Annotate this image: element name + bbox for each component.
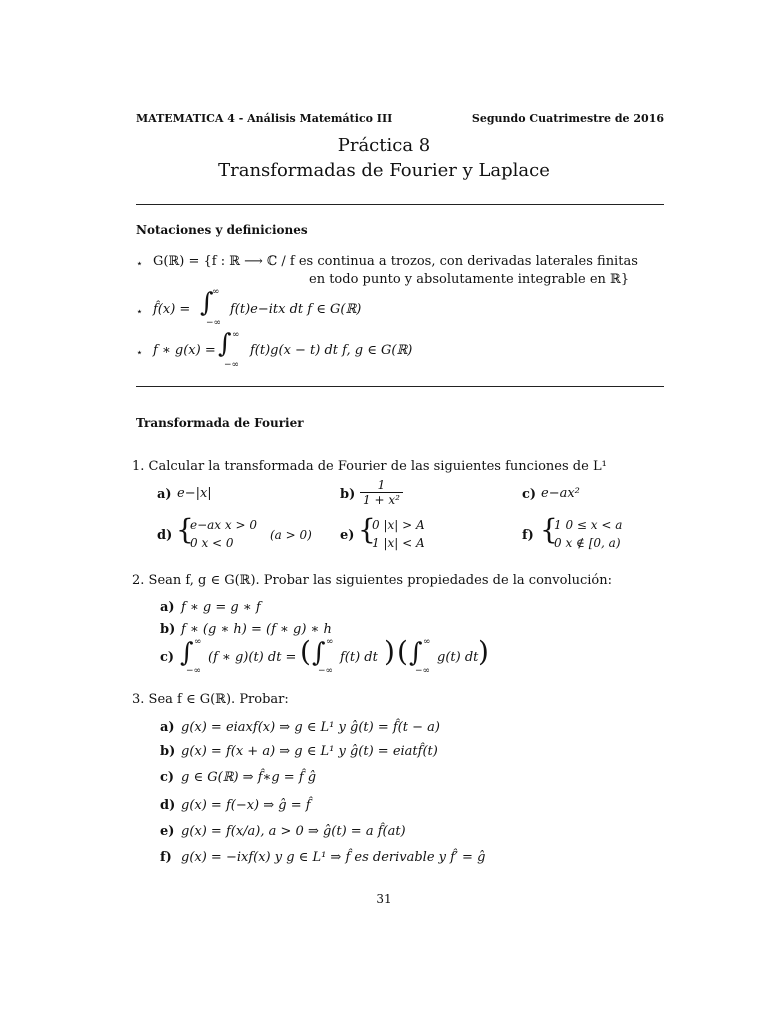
- ex2-c-factor1: f(t) dt: [340, 650, 378, 665]
- practice-subtitle: Transformadas de Fourier y Laplace: [218, 160, 550, 181]
- int-lower-limit: −∞: [318, 666, 334, 676]
- int-upper-limit: ∞: [326, 637, 334, 647]
- item-label: f): [522, 528, 534, 543]
- int-upper-limit: ∞: [194, 637, 202, 647]
- item-label: b): [160, 622, 176, 637]
- left-brace: {: [540, 513, 558, 546]
- exercise-3-statement: 3. Sea f ∈ G(ℝ). Probar:: [132, 692, 289, 707]
- rule-bottom: [136, 386, 664, 387]
- exercise-2-statement: 2. Sean f, g ∈ G(ℝ). Probar las siguientes propiedades de la convolución:: [132, 573, 613, 588]
- item-label: c): [160, 650, 175, 665]
- item-label: a): [157, 487, 172, 502]
- left-brace: {: [358, 513, 376, 546]
- ex2-c-factor2: g(t) dt: [437, 650, 479, 665]
- def-conv-lhs: f ∗ g(x) =: [153, 343, 216, 358]
- right-paren: ): [384, 635, 395, 668]
- item-label: b): [340, 487, 356, 502]
- def-G-line2: en todo punto y absolutamente integrable en ℝ}: [309, 272, 630, 287]
- def-fourier-body: f(t)e−itx dt f ∈ G(ℝ): [230, 302, 362, 317]
- left-paren: (: [397, 635, 408, 668]
- item-label: a): [160, 600, 175, 615]
- rule-top: [136, 204, 664, 205]
- def-conv-body: f(t)g(x − t) dt f, g ∈ G(ℝ): [250, 343, 413, 358]
- item-label: b): [160, 744, 176, 759]
- int-lower-limit: −∞: [186, 666, 202, 676]
- page-number: 31: [376, 892, 392, 906]
- integral-sign: ∫: [409, 638, 423, 668]
- ex1-e-row1: 0 |x| > A: [372, 518, 425, 532]
- ex1-a-expr: e−|x|: [177, 486, 212, 501]
- term-header: Segundo Cuatrimestre de 2016: [471, 112, 664, 125]
- integral-sign: ∫: [312, 638, 326, 668]
- notations-heading: Notaciones y definiciones: [136, 223, 308, 237]
- def-G-line1: G(ℝ) = {f : ℝ ⟶ ℂ / f es continua a trozos, con derivadas laterales finitas: [153, 254, 638, 269]
- int-lower-limit: −∞: [224, 360, 240, 370]
- ex2-b-expr: f ∗ (g ∗ h) = (f ∗ g) ∗ h: [181, 622, 332, 637]
- item-label: a): [160, 720, 175, 735]
- int-upper-limit: ∞: [232, 330, 240, 340]
- integral-sign: ∫: [200, 288, 214, 318]
- fraction-numerator: 1: [360, 478, 403, 493]
- ex3-b-expr: g(x) = f(x + a) ⇒ g ∈ L¹ y ĝ(t) = eiatf̂(t): [181, 744, 438, 759]
- ex1-d-condition: (a > 0): [270, 528, 312, 542]
- ex3-d-expr: g(x) = f(−x) ⇒ ĝ = f̂: [181, 798, 311, 813]
- integral-sign: ∫: [180, 638, 194, 668]
- item-label: e): [340, 528, 355, 543]
- ex3-c-expr: g ∈ G(ℝ) ⇒ f̂∗g = f̂ ĝ: [181, 770, 317, 785]
- ex2-c-lhs: (f ∗ g)(t) dt =: [208, 650, 297, 665]
- ex1-e-row2: 1 |x| < A: [372, 536, 425, 550]
- exercise-1-statement: 1. Calcular la transformada de Fourier de las siguientes funciones de L¹: [132, 459, 607, 474]
- item-label: d): [157, 528, 173, 543]
- left-brace: {: [176, 513, 194, 546]
- practice-title: Práctica 8: [337, 135, 431, 156]
- integral-sign: ∫: [218, 329, 232, 359]
- item-label: c): [160, 770, 175, 785]
- ex1-f-row2: 0 x ∉ [0, a): [554, 536, 621, 550]
- bullet-star: ⋆: [136, 305, 143, 318]
- item-label: e): [160, 824, 175, 839]
- int-lower-limit: −∞: [415, 666, 431, 676]
- left-paren: (: [300, 635, 311, 668]
- ex3-e-expr: g(x) = f(x/a), a > 0 ⇒ ĝ(t) = a f̂(at): [181, 824, 406, 839]
- ex1-d-row1: e−ax x > 0: [190, 518, 257, 532]
- ex1-b-fraction: [360, 478, 403, 507]
- fraction-denominator: 1 + x²: [363, 493, 400, 507]
- int-upper-limit: ∞: [423, 637, 431, 647]
- item-label: c): [522, 487, 537, 502]
- ex2-a-expr: f ∗ g = g ∗ f: [181, 600, 261, 615]
- int-upper-limit: ∞: [212, 287, 220, 297]
- ex1-c-expr: e−ax²: [541, 486, 580, 501]
- fourier-heading: Transformada de Fourier: [136, 416, 304, 430]
- int-lower-limit: −∞: [206, 318, 222, 328]
- def-fourier-lhs: f̂(x) =: [153, 302, 191, 317]
- right-paren: ): [478, 635, 489, 668]
- course-header: MATEMATICA 4 - Análisis Matemático III: [136, 112, 393, 125]
- ex3-a-expr: g(x) = eiaxf(x) ⇒ g ∈ L¹ y ĝ(t) = f̂(t − a): [181, 720, 440, 735]
- bullet-star: ⋆: [136, 346, 143, 359]
- ex1-f-row1: 1 0 ≤ x < a: [554, 518, 623, 532]
- ex1-d-row2: 0 x < 0: [190, 536, 234, 550]
- bullet-star: ⋆: [136, 257, 143, 270]
- item-label: f): [160, 850, 172, 865]
- ex3-f-expr: g(x) = −ixf(x) y g ∈ L¹ ⇒ f̂ es derivable y f̂′ = ĝ: [181, 850, 486, 865]
- item-label: d): [160, 798, 176, 813]
